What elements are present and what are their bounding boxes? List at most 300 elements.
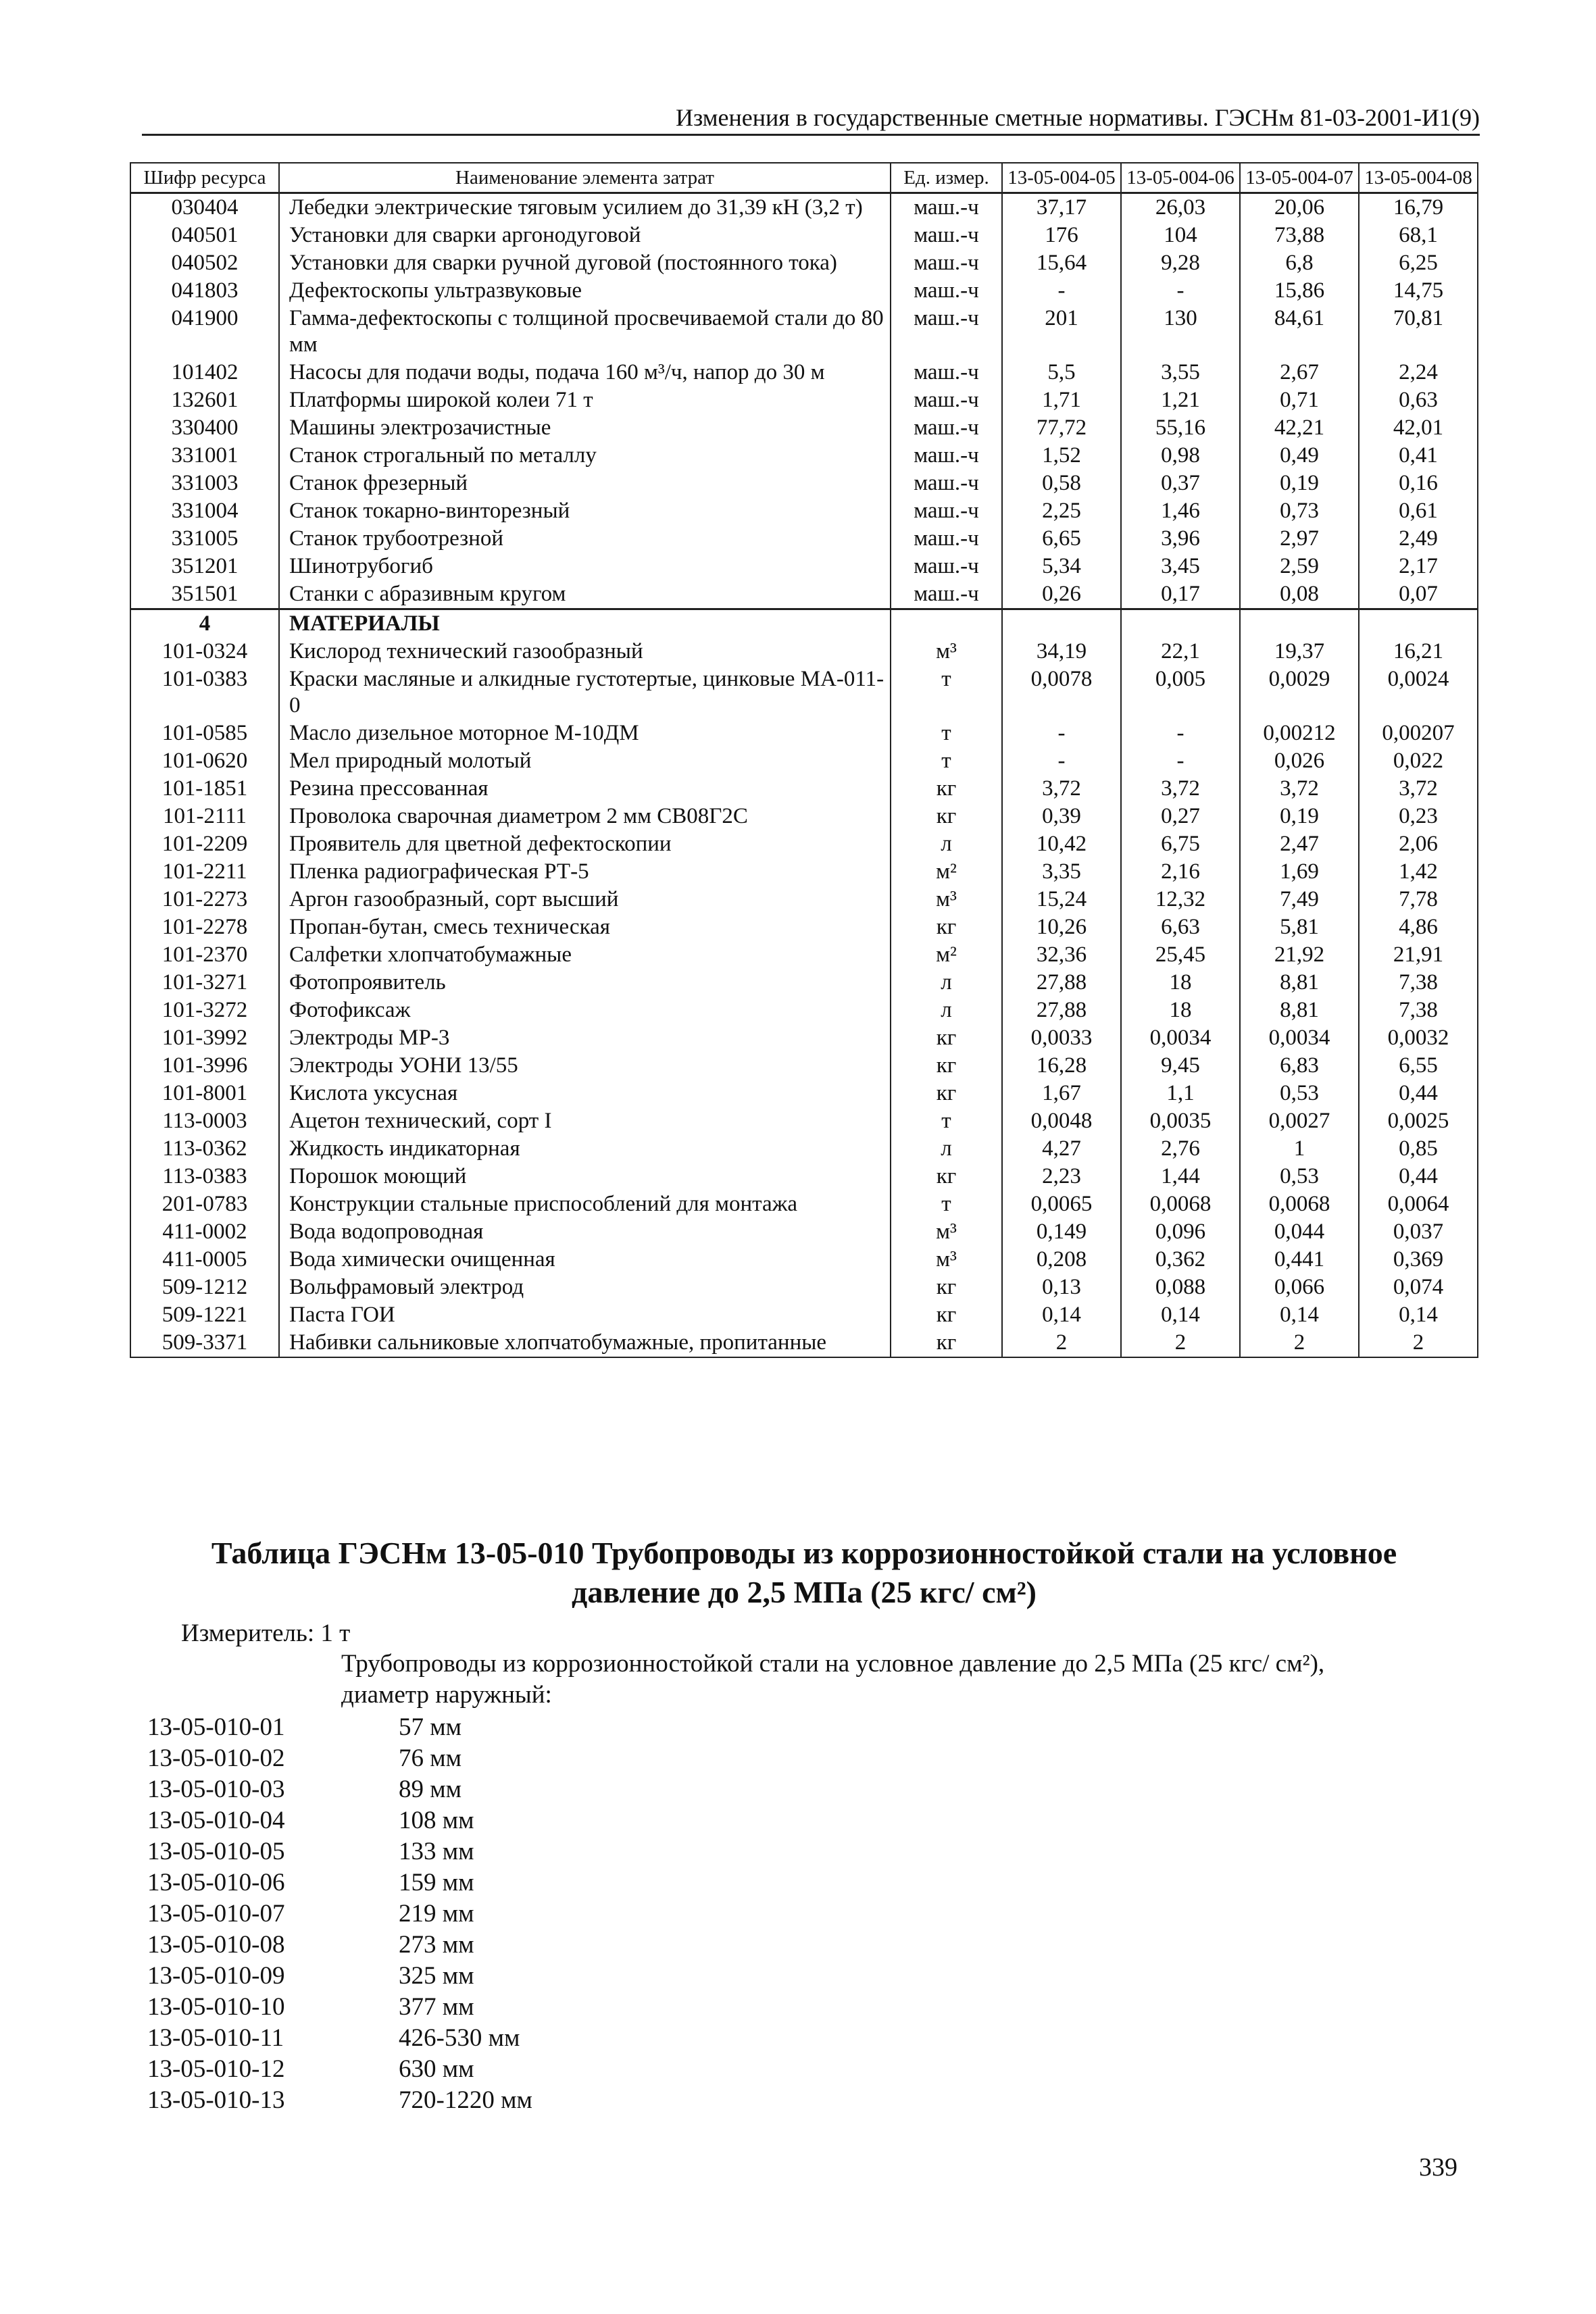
value-cell: 73,88 xyxy=(1240,222,1359,249)
table-row xyxy=(130,1190,1478,1218)
resource-code: 101402 xyxy=(130,359,279,386)
value-cell: 0,208 xyxy=(1002,1246,1121,1274)
unit-cell: м³ xyxy=(891,886,1002,913)
norm-diameter: 159 мм xyxy=(399,1869,474,1896)
value-cell: 0,0034 xyxy=(1121,1024,1240,1052)
value-cell: - xyxy=(1121,747,1240,775)
value-cell: 4,86 xyxy=(1359,913,1478,941)
value-cell: 2,17 xyxy=(1359,553,1478,580)
resource-code: 411-0002 xyxy=(130,1218,279,1246)
section-title: МАТЕРИАЛЫ xyxy=(279,609,891,638)
resource-code: 331001 xyxy=(130,442,279,470)
resource-name: Лебедки электрические тяговым усилием до 31,39 кН (3,2 т) xyxy=(279,193,891,222)
header-col-3: 13-05-004-07 xyxy=(1240,163,1359,193)
header-col-2: 13-05-004-06 xyxy=(1121,163,1240,193)
resource-name: Ацетон технический, сорт I xyxy=(279,1107,891,1135)
table-description xyxy=(341,1649,1463,1711)
value-cell: 0,37 xyxy=(1121,470,1240,497)
value-cell: 12,32 xyxy=(1121,886,1240,913)
norm-diameter: 89 мм xyxy=(399,1776,462,1803)
resource-code: 509-1221 xyxy=(130,1301,279,1329)
value-cell: 1 xyxy=(1240,1135,1359,1163)
value-cell: 3,72 xyxy=(1359,775,1478,803)
table-row xyxy=(130,580,1478,609)
table-row xyxy=(130,305,1478,359)
value-cell: 27,88 xyxy=(1002,997,1121,1024)
resource-code: 101-3272 xyxy=(130,997,279,1024)
value-cell: - xyxy=(1002,277,1121,305)
unit-cell: м³ xyxy=(891,1246,1002,1274)
resource-code: 101-1851 xyxy=(130,775,279,803)
resource-name: Фотофиксаж xyxy=(279,997,891,1024)
unit-cell: т xyxy=(891,747,1002,775)
table-row xyxy=(130,1301,1478,1329)
norm-code: 13-05-010-03 xyxy=(147,1776,285,1803)
resource-name: Станок фрезерный xyxy=(279,470,891,497)
value-cell: 10,26 xyxy=(1002,913,1121,941)
value-cell: 2,47 xyxy=(1240,830,1359,858)
resource-code: 101-3271 xyxy=(130,969,279,997)
resource-name: Краски масляные и алкидные густотертые, цинковые МА-011-0 xyxy=(279,665,891,720)
table-row xyxy=(130,1107,1478,1135)
value-cell: 7,78 xyxy=(1359,886,1478,913)
norm-code: 13-05-010-10 xyxy=(147,1993,285,2021)
resource-code: 101-2209 xyxy=(130,830,279,858)
norm-code: 13-05-010-13 xyxy=(147,2086,285,2114)
resource-name: Проволока сварочная диаметром 2 мм СВ08Г2С xyxy=(279,803,891,830)
header-name: Наименование элемента затрат xyxy=(279,163,891,193)
value-cell: 0,44 xyxy=(1359,1163,1478,1190)
norm-code: 13-05-010-12 xyxy=(147,2055,285,2083)
table-row xyxy=(130,414,1478,442)
unit-cell: л xyxy=(891,997,1002,1024)
resource-name: Станок строгальный по металлу xyxy=(279,442,891,470)
table-row xyxy=(130,497,1478,525)
value-cell: 18 xyxy=(1121,969,1240,997)
table-title-line-1: Таблица ГЭСНм 13-05-010 Трубопроводы из коррозионностойкой стали на условное xyxy=(211,1536,1397,1570)
value-cell: 0,0065 xyxy=(1002,1190,1121,1218)
resource-name: Станок токарно-винторезный xyxy=(279,497,891,525)
value-cell: 27,88 xyxy=(1002,969,1121,997)
value-cell: 19,37 xyxy=(1240,638,1359,665)
resource-code: 509-1212 xyxy=(130,1274,279,1301)
unit-cell: т xyxy=(891,665,1002,720)
value-cell: 8,81 xyxy=(1240,969,1359,997)
value-cell: 0,149 xyxy=(1002,1218,1121,1246)
value-cell: 2,23 xyxy=(1002,1163,1121,1190)
description-line-1: Трубопроводы из коррозионностойкой стали на условное давление до 2,5 МПа (25 кгс/ см²), xyxy=(341,1650,1325,1678)
table-row xyxy=(130,470,1478,497)
section-row-materials xyxy=(130,609,1478,638)
norm-diameter: 133 мм xyxy=(399,1838,474,1865)
norm-diameter: 630 мм xyxy=(399,2055,474,2083)
resource-code: 041803 xyxy=(130,277,279,305)
unit-cell: маш.-ч xyxy=(891,414,1002,442)
resource-name: Аргон газообразный, сорт высший xyxy=(279,886,891,913)
value-cell: 0,00212 xyxy=(1240,720,1359,747)
resource-code: 040501 xyxy=(130,222,279,249)
resource-code: 351501 xyxy=(130,580,279,609)
value-cell: 37,17 xyxy=(1002,193,1121,222)
list-item xyxy=(147,2085,532,2116)
list-item xyxy=(147,1867,532,1898)
running-head: Изменения в государственные сметные нормативы. ГЭСНм 81-03-2001-И1(9) xyxy=(142,101,1480,136)
value-cell: 0,0032 xyxy=(1359,1024,1478,1052)
unit-cell: л xyxy=(891,969,1002,997)
norm-code: 13-05-010-09 xyxy=(147,1962,285,1990)
value-cell: 0,362 xyxy=(1121,1246,1240,1274)
value-cell: 2,59 xyxy=(1240,553,1359,580)
value-cell: 9,45 xyxy=(1121,1052,1240,1080)
value-cell: 0,63 xyxy=(1359,386,1478,414)
value-cell: 0,71 xyxy=(1240,386,1359,414)
value-cell: 1,1 xyxy=(1121,1080,1240,1107)
unit-cell: кг xyxy=(891,1274,1002,1301)
value-cell: 7,38 xyxy=(1359,969,1478,997)
value-cell: 2 xyxy=(1002,1329,1121,1357)
value-cell: 0,066 xyxy=(1240,1274,1359,1301)
unit-cell: маш.-ч xyxy=(891,580,1002,609)
norm-diameter: 219 мм xyxy=(399,1900,474,1928)
value-cell: 0,0064 xyxy=(1359,1190,1478,1218)
resource-name: Дефектоскопы ультразвуковые xyxy=(279,277,891,305)
unit-cell: маш.-ч xyxy=(891,553,1002,580)
value-cell: 18 xyxy=(1121,997,1240,1024)
list-item xyxy=(147,2023,532,2054)
norm-diameter: 57 мм xyxy=(399,1713,462,1741)
value-cell: 0,27 xyxy=(1121,803,1240,830)
value-cell: 0,19 xyxy=(1240,470,1359,497)
value-cell: 8,81 xyxy=(1240,997,1359,1024)
unit-cell: кг xyxy=(891,1080,1002,1107)
value-cell: 10,42 xyxy=(1002,830,1121,858)
resource-name: Шинотрубогиб xyxy=(279,553,891,580)
table-row xyxy=(130,886,1478,913)
value-cell: 0,005 xyxy=(1121,665,1240,720)
value-cell: 84,61 xyxy=(1240,305,1359,359)
value-cell: 2,67 xyxy=(1240,359,1359,386)
table-row xyxy=(130,1052,1478,1080)
norm-code: 13-05-010-07 xyxy=(147,1900,285,1928)
unit-cell: маш.-ч xyxy=(891,386,1002,414)
resource-code: 351201 xyxy=(130,553,279,580)
table-title-line-2: давление до 2,5 МПа (25 кгс/ см²) xyxy=(572,1575,1037,1609)
value-cell: 0,07 xyxy=(1359,580,1478,609)
norm-code: 13-05-010-05 xyxy=(147,1838,285,1865)
norm-code: 13-05-010-02 xyxy=(147,1744,285,1772)
resource-name: Конструкции стальные приспособлений для монтажа xyxy=(279,1190,891,1218)
value-cell: 6,65 xyxy=(1002,525,1121,553)
value-cell: 0,73 xyxy=(1240,497,1359,525)
value-cell: 42,01 xyxy=(1359,414,1478,442)
value-cell: 0,58 xyxy=(1002,470,1121,497)
norm-code: 13-05-010-06 xyxy=(147,1869,285,1896)
list-item xyxy=(147,1961,532,1992)
unit-cell: м² xyxy=(891,941,1002,969)
unit-cell: кг xyxy=(891,1024,1002,1052)
resource-code: 101-2278 xyxy=(130,913,279,941)
value-cell: 0,0025 xyxy=(1359,1107,1478,1135)
value-cell: 0,0029 xyxy=(1240,665,1359,720)
value-cell: 1,69 xyxy=(1240,858,1359,886)
resource-name: Станок трубоотрезной xyxy=(279,525,891,553)
norm-diameter: 720-1220 мм xyxy=(399,2086,532,2114)
resource-code: 330400 xyxy=(130,414,279,442)
resource-name: Кислород технический газообразный xyxy=(279,638,891,665)
resource-name: Салфетки хлопчатобумажные xyxy=(279,941,891,969)
resource-code: 101-2370 xyxy=(130,941,279,969)
list-item xyxy=(147,1805,532,1836)
value-cell: 0,61 xyxy=(1359,497,1478,525)
value-cell: 3,35 xyxy=(1002,858,1121,886)
unit-cell: маш.-ч xyxy=(891,249,1002,277)
table-row xyxy=(130,941,1478,969)
value-cell: 34,19 xyxy=(1002,638,1121,665)
value-cell: - xyxy=(1002,720,1121,747)
value-cell: 0,85 xyxy=(1359,1135,1478,1163)
table-row xyxy=(130,222,1478,249)
norm-diameter: 108 мм xyxy=(399,1807,474,1834)
value-cell: 21,92 xyxy=(1240,941,1359,969)
unit-cell: маш.-ч xyxy=(891,193,1002,222)
value-cell: 0,026 xyxy=(1240,747,1359,775)
unit-cell: кг xyxy=(891,803,1002,830)
unit-cell: л xyxy=(891,830,1002,858)
value-cell: 2,97 xyxy=(1240,525,1359,553)
value-cell: 15,24 xyxy=(1002,886,1121,913)
unit-cell: кг xyxy=(891,913,1002,941)
unit-cell: кг xyxy=(891,775,1002,803)
norm-diameter: 426-530 мм xyxy=(399,2024,520,2052)
unit-cell: маш.-ч xyxy=(891,222,1002,249)
table-row xyxy=(130,969,1478,997)
value-cell: 0,14 xyxy=(1240,1301,1359,1329)
value-cell: 0,39 xyxy=(1002,803,1121,830)
resource-name: Вода водопроводная xyxy=(279,1218,891,1246)
unit-cell: м³ xyxy=(891,638,1002,665)
table-row xyxy=(130,803,1478,830)
unit-cell: маш.-ч xyxy=(891,305,1002,359)
value-cell: 104 xyxy=(1121,222,1240,249)
value-cell: 5,5 xyxy=(1002,359,1121,386)
resource-name: Проявитель для цветной дефектоскопии xyxy=(279,830,891,858)
value-cell: 7,49 xyxy=(1240,886,1359,913)
table-row xyxy=(130,359,1478,386)
resource-code: 411-0005 xyxy=(130,1246,279,1274)
table-header-row xyxy=(130,163,1478,193)
value-cell: - xyxy=(1002,747,1121,775)
unit-cell: т xyxy=(891,1190,1002,1218)
unit-cell: маш.-ч xyxy=(891,470,1002,497)
value-cell: 0,037 xyxy=(1359,1218,1478,1246)
value-cell: 0,44 xyxy=(1359,1080,1478,1107)
table-row xyxy=(130,553,1478,580)
table-row xyxy=(130,1246,1478,1274)
list-item xyxy=(147,1774,532,1805)
value-cell: 0,0068 xyxy=(1121,1190,1240,1218)
resources-table xyxy=(130,162,1478,1358)
table-row xyxy=(130,386,1478,414)
resource-code: 101-2211 xyxy=(130,858,279,886)
unit-cell: т xyxy=(891,720,1002,747)
unit-cell: маш.-ч xyxy=(891,525,1002,553)
resource-name: Гамма-дефектоскопы с толщиной просвечиваемой стали до 80 мм xyxy=(279,305,891,359)
value-cell: 0,441 xyxy=(1240,1246,1359,1274)
norm-code: 13-05-010-08 xyxy=(147,1931,285,1959)
list-item xyxy=(147,1743,532,1774)
value-cell: 0,53 xyxy=(1240,1163,1359,1190)
value-cell: 0,53 xyxy=(1240,1080,1359,1107)
unit-cell: м² xyxy=(891,858,1002,886)
table-row xyxy=(130,525,1478,553)
value-cell: 4,27 xyxy=(1002,1135,1121,1163)
resource-name: Набивки сальниковые хлопчатобумажные, пропитанные xyxy=(279,1329,891,1357)
value-cell: 3,45 xyxy=(1121,553,1240,580)
value-cell: 0,41 xyxy=(1359,442,1478,470)
table-row xyxy=(130,193,1478,222)
resource-code: 101-0585 xyxy=(130,720,279,747)
value-cell: 0,98 xyxy=(1121,442,1240,470)
value-cell: 0,13 xyxy=(1002,1274,1121,1301)
value-cell: 2,76 xyxy=(1121,1135,1240,1163)
norm-diameter: 76 мм xyxy=(399,1744,462,1772)
resource-code: 331003 xyxy=(130,470,279,497)
section-code: 4 xyxy=(130,609,279,638)
resource-name: Паста ГОИ xyxy=(279,1301,891,1329)
resource-name: Электроды УОНИ 13/55 xyxy=(279,1052,891,1080)
value-cell: 0,16 xyxy=(1359,470,1478,497)
value-cell: 3,55 xyxy=(1121,359,1240,386)
value-cell: 0,14 xyxy=(1121,1301,1240,1329)
norm-diameter: 325 мм xyxy=(399,1962,474,1990)
unit-cell: кг xyxy=(891,1052,1002,1080)
resource-name: Масло дизельное моторное М-10ДМ xyxy=(279,720,891,747)
machines-group xyxy=(130,193,1478,609)
value-cell: 32,36 xyxy=(1002,941,1121,969)
value-cell: 9,28 xyxy=(1121,249,1240,277)
resource-name: Установки для сварки аргонодуговой xyxy=(279,222,891,249)
table-row xyxy=(130,442,1478,470)
header-col-4: 13-05-004-08 xyxy=(1359,163,1478,193)
unit-cell: кг xyxy=(891,1329,1002,1357)
value-cell: 2,06 xyxy=(1359,830,1478,858)
table-row xyxy=(130,913,1478,941)
value-cell: 3,72 xyxy=(1002,775,1121,803)
table-row xyxy=(130,1135,1478,1163)
unit-cell: маш.-ч xyxy=(891,442,1002,470)
value-cell: 201 xyxy=(1002,305,1121,359)
value-cell: 0,088 xyxy=(1121,1274,1240,1301)
table-row xyxy=(130,665,1478,720)
value-cell: 5,34 xyxy=(1002,553,1121,580)
value-cell: 2,25 xyxy=(1002,497,1121,525)
unit-cell: кг xyxy=(891,1163,1002,1190)
value-cell: 130 xyxy=(1121,305,1240,359)
value-cell: 0,0033 xyxy=(1002,1024,1121,1052)
value-cell: 3,96 xyxy=(1121,525,1240,553)
resource-name: Кислота уксусная xyxy=(279,1080,891,1107)
value-cell: 1,42 xyxy=(1359,858,1478,886)
value-cell: 15,86 xyxy=(1240,277,1359,305)
table-row xyxy=(130,1080,1478,1107)
value-cell: 1,52 xyxy=(1002,442,1121,470)
value-cell: 6,75 xyxy=(1121,830,1240,858)
table-row xyxy=(130,1274,1478,1301)
page-number: 339 xyxy=(1419,2153,1457,2182)
list-item xyxy=(147,1930,532,1961)
list-item xyxy=(147,1836,532,1867)
value-cell: 0,17 xyxy=(1121,580,1240,609)
resource-code: 041900 xyxy=(130,305,279,359)
value-cell: 0,49 xyxy=(1240,442,1359,470)
norm-diameter: 273 мм xyxy=(399,1931,474,1959)
value-cell: 0,0034 xyxy=(1240,1024,1359,1052)
resource-name: Машины электрозачистные xyxy=(279,414,891,442)
value-cell: 0,08 xyxy=(1240,580,1359,609)
resource-name: Вода химически очищенная xyxy=(279,1246,891,1274)
resource-name: Резина прессованная xyxy=(279,775,891,803)
value-cell: 0,0024 xyxy=(1359,665,1478,720)
value-cell: 0,096 xyxy=(1121,1218,1240,1246)
norm-code: 13-05-010-04 xyxy=(147,1807,285,1834)
list-item xyxy=(147,1898,532,1930)
value-cell: 2,24 xyxy=(1359,359,1478,386)
resource-code: 101-0620 xyxy=(130,747,279,775)
value-cell: 6,63 xyxy=(1121,913,1240,941)
value-cell: 68,1 xyxy=(1359,222,1478,249)
value-cell: 20,06 xyxy=(1240,193,1359,222)
resource-name: Электроды МР-3 xyxy=(279,1024,891,1052)
value-cell: 0,074 xyxy=(1359,1274,1478,1301)
resource-name: Жидкость индикаторная xyxy=(279,1135,891,1163)
resource-code: 101-0383 xyxy=(130,665,279,720)
norm-rows-list xyxy=(147,1712,532,2116)
resource-name: Мел природный молотый xyxy=(279,747,891,775)
resource-code: 509-3371 xyxy=(130,1329,279,1357)
resource-code: 101-3996 xyxy=(130,1052,279,1080)
resource-code: 101-0324 xyxy=(130,638,279,665)
table-title xyxy=(130,1534,1478,1612)
norm-code: 13-05-010-11 xyxy=(147,2024,284,2052)
table-row xyxy=(130,830,1478,858)
table-row xyxy=(130,1024,1478,1052)
value-cell: 16,79 xyxy=(1359,193,1478,222)
norm-diameter: 377 мм xyxy=(399,1993,474,2021)
value-cell: 2 xyxy=(1359,1329,1478,1357)
value-cell: 2,49 xyxy=(1359,525,1478,553)
value-cell: 55,16 xyxy=(1121,414,1240,442)
value-cell: 3,72 xyxy=(1121,775,1240,803)
value-cell: 0,0078 xyxy=(1002,665,1121,720)
value-cell: 6,25 xyxy=(1359,249,1478,277)
table-row xyxy=(130,747,1478,775)
resource-code: 113-0383 xyxy=(130,1163,279,1190)
value-cell: 1,44 xyxy=(1121,1163,1240,1190)
value-cell: 0,26 xyxy=(1002,580,1121,609)
resource-code: 030404 xyxy=(130,193,279,222)
resource-name: Станки с абразивным кругом xyxy=(279,580,891,609)
resource-code: 101-2111 xyxy=(130,803,279,830)
table-row xyxy=(130,1163,1478,1190)
table-row xyxy=(130,249,1478,277)
header-col-1: 13-05-004-05 xyxy=(1002,163,1121,193)
value-cell: 2,16 xyxy=(1121,858,1240,886)
value-cell: 22,1 xyxy=(1121,638,1240,665)
table-row xyxy=(130,775,1478,803)
unit-cell: м³ xyxy=(891,1218,1002,1246)
unit-cell: маш.-ч xyxy=(891,497,1002,525)
value-cell: 77,72 xyxy=(1002,414,1121,442)
